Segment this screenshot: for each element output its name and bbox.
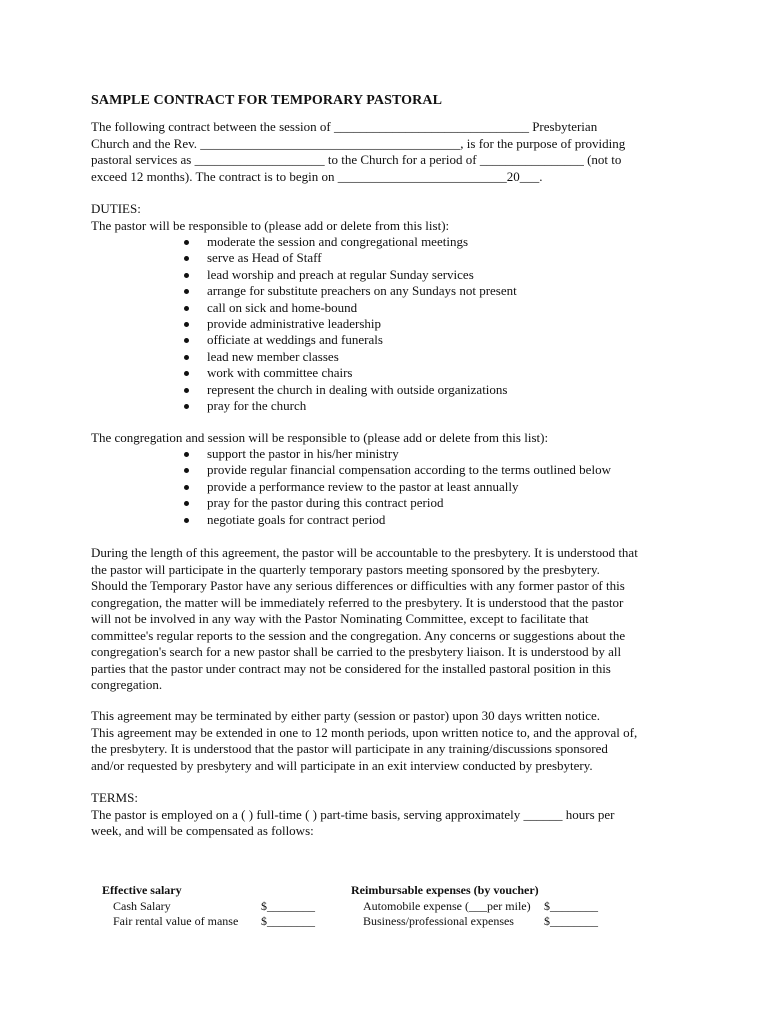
auto-expense-blank: $________ [544,899,598,913]
list-item: officiate at weddings and funerals [181,332,517,348]
intro-line: pastoral services as ____________________ to the Church for a period of ________________ (not to [91,152,622,167]
manse-blank: $________ [261,914,315,928]
list-item: lead new member classes [181,349,517,365]
cash-salary-label: Cash Salary [113,899,171,913]
list-item: provide a performance review to the pastor at least annually [181,479,611,495]
paragraph-line: Should the Temporary Pastor have any serious differences or difficulties with any former pastor of this [91,578,625,593]
paragraph-line: week, and will be compensated as follows: [91,823,314,838]
paragraph-line: congregation. [91,677,163,692]
terms-section [91,790,691,840]
cash-salary-blank: $________ [261,899,315,913]
list-item: lead worship and preach at regular Sunday services [181,267,517,283]
paragraph-line: During the length of this agreement, the pastor will be accountable to the presbytery. It is understood that [91,545,638,560]
expenses-heading: Reimbursable expenses (by voucher) [351,883,539,897]
list-item: work with committee chairs [181,365,517,381]
paragraph-line: The pastor is employed on a ( ) full-time ( ) part-time basis, serving approximately ______ hours per [91,806,615,822]
list-item: moderate the session and congregational meetings [181,234,517,250]
intro-line: exceed 12 months). The contract is to begin on __________________________20___. [91,168,543,184]
duties-section [91,201,691,234]
termination-paragraph [91,708,691,774]
paragraph-line: congregation's search for a new pastor shall be carried to the presbytery liaison. It is understood by all [91,644,622,659]
list-item: arrange for substitute preachers on any Sundays not present [181,283,517,299]
list-item: pray for the church [181,398,517,414]
paragraph-line: and/or requested by presbytery and will participate in an exit interview conducted by presbytery. [91,757,593,773]
salary-heading: Effective salary [102,883,182,897]
list-item: serve as Head of Staff [181,250,517,266]
pastor-duties-list [181,234,517,414]
list-item: represent the church in dealing with outside organizations [181,382,517,398]
paragraph-line: the presbytery. It is understood that the pastor will participate in any training/discussions sponsored [91,741,608,756]
intro-paragraph [91,119,691,185]
paragraph-line: parties that the pastor under contract may not be considered for the installed pastoral position in this [91,660,611,676]
auto-expense-label: Automobile expense (___per mile) [363,899,531,913]
paragraph-line: congregation, the matter will be immediately referred to the presbytery. It is understood that the pastor [91,594,624,610]
intro-line: The following contract between the session of ______________________________ Presbyterian [91,119,598,134]
document-title: SAMPLE CONTRACT FOR TEMPORARY PASTORAL [91,93,443,108]
accountability-paragraph [91,545,691,694]
paragraph-line: This agreement may be extended in one to 12 month periods, upon written notice to, and the approval of, [91,724,638,740]
list-item: provide administrative leadership [181,316,517,332]
paragraph-line: will not be involved in any way with the Pastor Nominating Committee, except to facilitate that [91,611,589,626]
manse-label: Fair rental value of manse [113,914,239,928]
duties-heading: DUTIES: [91,201,141,216]
congregation-duties-intro [91,430,691,447]
terms-heading: TERMS: [91,790,138,805]
list-item: provide regular financial compensation according to the terms outlined below [181,462,611,478]
business-expense-blank: $________ [544,914,598,928]
pastor-duties-intro: The pastor will be responsible to (please add or delete from this list): [91,217,450,233]
intro-line: Church and the Rev. ________________________________________, is for the purpose of providing [91,135,626,151]
list-item: pray for the pastor during this contract period [181,495,611,511]
paragraph-line: This agreement may be terminated by either party (session or pastor) upon 30 days written notice. [91,708,601,723]
congregation-intro-text: The congregation and session will be responsible to (please add or delete from this list): [91,430,549,445]
paragraph-line: committee's regular reports to the session and the congregation. Any concerns or suggestions about the [91,627,626,643]
paragraph-line: the pastor will participate in the quarterly temporary pastors meeting sponsored by the presbytery. [91,561,600,577]
list-item: call on sick and home-bound [181,300,517,316]
business-expense-label: Business/professional expenses [363,914,514,928]
list-item: support the pastor in his/her ministry [181,446,611,462]
congregation-duties-list [181,446,611,528]
list-item: negotiate goals for contract period [181,512,611,528]
